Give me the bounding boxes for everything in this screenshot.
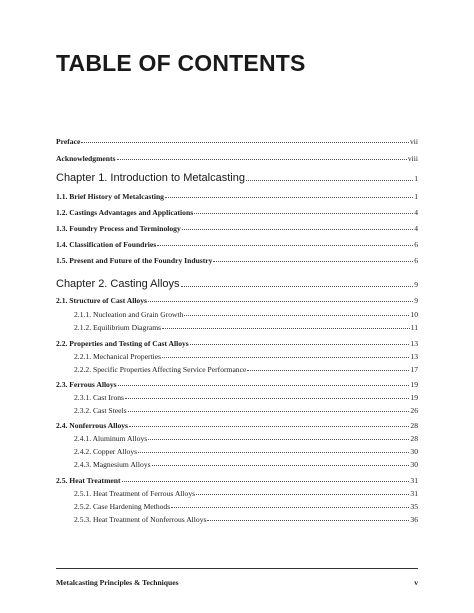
toc-entry-page: 11	[410, 323, 418, 332]
toc-entry-label: Acknowledgments	[56, 154, 116, 163]
toc-entry-page: 6	[414, 256, 418, 265]
toc-entry-label: 2.1.2. Equilibrium Diagrams	[74, 323, 162, 332]
toc-entry-label: 1.3. Foundry Process and Terminology	[56, 224, 181, 233]
dot-leader	[117, 159, 407, 160]
toc-entry[interactable]	[56, 192, 418, 201]
dot-leader	[81, 142, 409, 143]
toc-entry-label: Chapter 1. Introduction to Metalcasting	[56, 172, 245, 184]
toc-entry-page: vii	[409, 137, 418, 146]
dot-leader	[152, 465, 410, 466]
toc-entry-label: 2.3.1. Cast Irons	[74, 393, 124, 402]
footer-book-title: Metalcasting Principles & Techniques	[56, 578, 179, 587]
dot-leader	[213, 261, 413, 262]
toc-entry-page: 1	[414, 174, 418, 183]
toc-entry[interactable]	[56, 278, 418, 290]
toc-entry[interactable]	[56, 296, 418, 305]
toc-entry-page: viii	[407, 154, 418, 163]
toc-entry-label: 2.5.3. Heat Treatment of Nonferrous Alloys	[74, 515, 207, 524]
toc-entry[interactable]	[56, 460, 418, 469]
toc-entry-page: 31	[410, 476, 418, 485]
toc-entry-page: 28	[410, 421, 418, 430]
toc-entry[interactable]	[56, 224, 418, 233]
toc-entry[interactable]	[56, 515, 418, 524]
toc-entry-label: 2.4.2. Copper Alloys	[74, 447, 138, 456]
toc-entry[interactable]	[56, 208, 418, 217]
toc-entry[interactable]	[56, 434, 418, 443]
footer-page-number: v	[414, 578, 418, 587]
toc-entry[interactable]	[56, 489, 418, 498]
toc-entry-page: 9	[414, 280, 418, 289]
toc-entry[interactable]	[56, 256, 418, 265]
dot-leader	[129, 426, 409, 427]
toc-entry-page: 28	[410, 434, 418, 443]
toc-entry-label: 2.2. Properties and Testing of Cast Alloys	[56, 339, 189, 348]
dot-leader	[125, 398, 409, 399]
dot-leader	[171, 507, 409, 508]
toc-entry[interactable]	[56, 352, 418, 361]
dot-leader	[181, 286, 414, 287]
toc-entry-page: 9	[414, 296, 418, 305]
dot-leader	[207, 520, 409, 521]
toc-entry-label: 1.4. Classification of Foundries	[56, 240, 157, 249]
page-title: TABLE OF CONTENTS	[56, 50, 306, 76]
toc-entry[interactable]	[56, 323, 418, 332]
toc-entry[interactable]	[56, 421, 418, 430]
toc-entry-page: 4	[414, 224, 418, 233]
dot-leader	[165, 197, 413, 198]
toc-entry-label: 2.3. Ferrous Alloys	[56, 380, 117, 389]
toc-entry-page: 35	[410, 502, 418, 511]
toc-entry[interactable]	[56, 172, 418, 184]
toc-entry-page: 30	[410, 460, 418, 469]
toc-entry-label: 2.4. Nonferrous Alloys	[56, 421, 129, 430]
toc-entry-page: 1	[414, 192, 418, 201]
dot-leader	[247, 370, 409, 371]
toc-entry-label: 2.5.1. Heat Treatment of Ferrous Alloys	[74, 489, 196, 498]
toc-entry[interactable]	[56, 476, 418, 485]
toc-entry-label: 2.4.3. Magnesium Alloys	[74, 460, 151, 469]
toc-entry-label: 2.5. Heat Treatment	[56, 476, 121, 485]
toc-entry[interactable]	[56, 502, 418, 511]
toc-entry-page: 4	[414, 208, 418, 217]
toc-entry-page: 19	[410, 380, 418, 389]
toc-entry-page: 36	[410, 515, 418, 524]
toc-entry-label: 1.2. Castings Advantages and Applications	[56, 208, 194, 217]
toc-entry[interactable]	[56, 240, 418, 249]
toc-entry[interactable]	[56, 365, 418, 374]
toc-entry[interactable]	[56, 393, 418, 402]
toc-entry-page: 6	[414, 240, 418, 249]
dot-leader	[118, 385, 410, 386]
dot-leader	[148, 439, 409, 440]
dot-leader	[162, 328, 410, 329]
toc-entry-label: 2.3.2. Cast Steels	[74, 406, 127, 415]
toc-entry-page: 10	[410, 310, 418, 319]
dot-leader	[190, 344, 410, 345]
toc-entry-label: 2.4.1. Aluminum Alloys	[74, 434, 148, 443]
dot-leader	[162, 357, 409, 358]
toc-entry-page: 13	[410, 352, 418, 361]
dot-leader	[128, 411, 410, 412]
dot-leader	[157, 245, 413, 246]
dot-leader	[138, 452, 409, 453]
toc-entry-page: 19	[410, 393, 418, 402]
toc-entry-label: 2.2.2. Specific Properties Affecting Service Performance	[74, 365, 247, 374]
toc-entry-label: 2.1.1. Nucleation and Grain Growth	[74, 310, 184, 319]
toc-entry-page: 17	[410, 365, 418, 374]
toc-entry-page: 31	[410, 489, 418, 498]
toc-entry[interactable]	[56, 310, 418, 319]
toc-entry[interactable]	[56, 447, 418, 456]
dot-leader	[148, 301, 413, 302]
dot-leader	[196, 494, 409, 495]
toc-entry[interactable]	[56, 154, 418, 163]
toc-entry[interactable]	[56, 339, 418, 348]
toc-entry[interactable]	[56, 406, 418, 415]
toc-entry-label: 2.5.2. Case Hardening Methods	[74, 502, 171, 511]
toc-entry-page: 26	[410, 406, 418, 415]
toc-entry-label: 1.5. Present and Future of the Foundry Industry	[56, 256, 213, 265]
toc-entry-page: 13	[410, 339, 418, 348]
dot-leader	[194, 213, 413, 214]
dot-leader	[184, 315, 409, 316]
toc-entry-label: Chapter 2. Casting Alloys	[56, 278, 180, 290]
toc-entry[interactable]	[56, 380, 418, 389]
toc-entry[interactable]	[56, 137, 418, 146]
toc-entry-label: 2.2.1. Mechanical Properties	[74, 352, 162, 361]
toc-entry-label: 2.1. Structure of Cast Alloys	[56, 296, 147, 305]
toc-entry-label: 1.1. Brief History of Metalcasting	[56, 192, 164, 201]
toc-entry-label: Preface	[56, 137, 81, 146]
dot-leader	[246, 180, 413, 181]
toc-entry-page: 30	[410, 447, 418, 456]
footer-divider	[56, 568, 418, 569]
dot-leader	[122, 481, 410, 482]
dot-leader	[182, 229, 413, 230]
